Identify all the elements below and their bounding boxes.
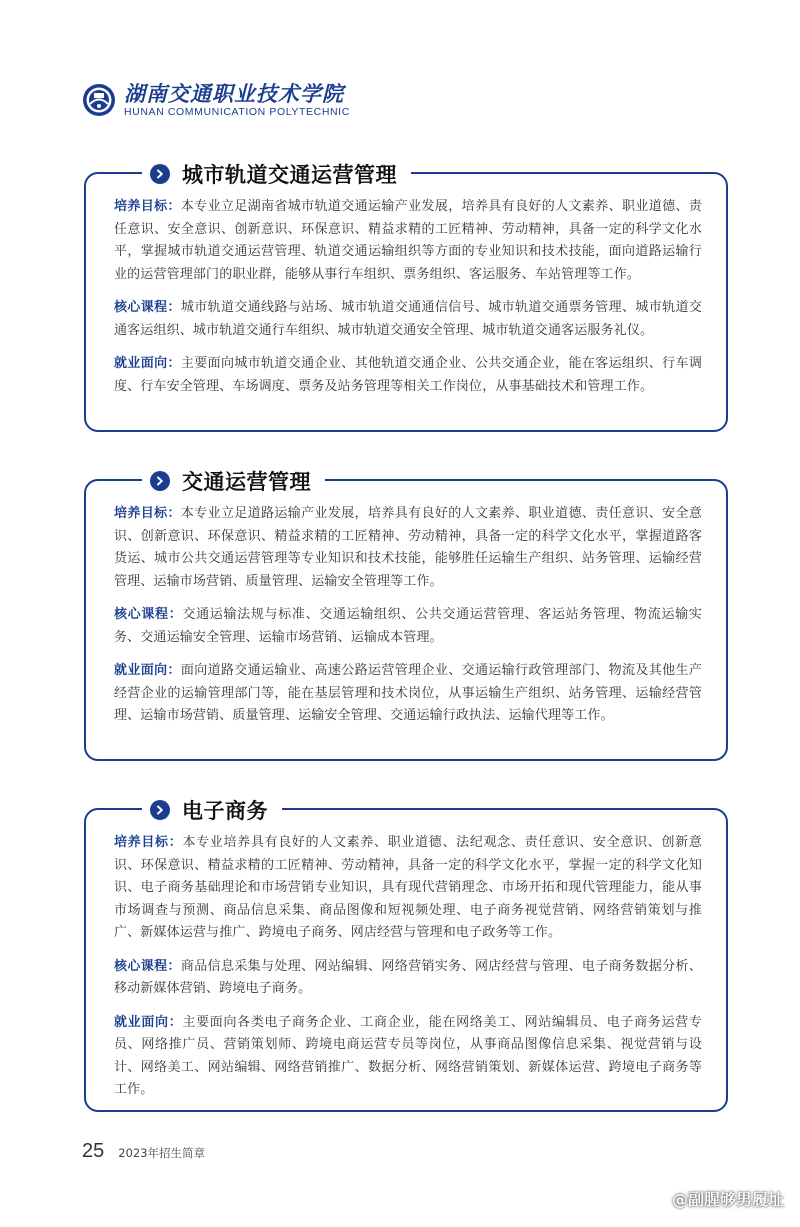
major-title-block xyxy=(142,793,282,827)
goal-label: 培养目标： xyxy=(114,835,183,850)
school-name-en: HUNAN COMMUNICATION POLYTECHNIC xyxy=(124,105,350,118)
chevron-right-icon xyxy=(150,164,170,184)
goal-text: 本专业立足湖南省城市轨道交通运输产业发展，培养具有良好的人文素养、职业道德、责任意识、安全意识、创新意识、环保意识、精益求精的工匠精神、劳动精神，具备一定的科学文化水平，掌握城市轨道交通运营管理、轨道交通运输组织等方面的专业知识和技术技能，面向道路运输行业的运营管理部门的职业群，能够从事行车组织、票务组织、客运服务、车站管理等工作。 xyxy=(114,199,702,282)
goal-paragraph xyxy=(114,196,702,286)
footer-text: 2023年招生简章 xyxy=(118,1146,206,1160)
page-number: 25 xyxy=(82,1140,105,1162)
school-name-cn: 湖南交通职业技术学院 xyxy=(124,80,344,106)
jobs-paragraph xyxy=(114,353,702,398)
courses-paragraph xyxy=(114,297,702,342)
jobs-text: 主要面向各类电子商务企业、工商企业，能在网络美工、网站编辑员、电子商务运营专员、网络推广员、营销策划师、跨境电商运营专员等岗位，从事商品图像信息采集、视觉营销与设计、网络美工、网站编辑、网络营销推广、数据分析、网络营销策划、新媒体运营、跨境电子商务等工作。 xyxy=(114,1014,702,1097)
watermark: @副腥够男履址 xyxy=(671,1190,784,1209)
goal-paragraph xyxy=(114,832,702,945)
courses-label: 核心课程： xyxy=(114,607,183,622)
jobs-label: 就业面向： xyxy=(114,663,181,678)
jobs-paragraph xyxy=(114,1012,702,1102)
major-title-block xyxy=(142,464,325,498)
major-title: 交通运营管理 xyxy=(182,470,311,494)
major-title-block xyxy=(142,157,411,191)
courses-text: 交通运输法规与标准、交通运输组织、公共交通运营管理、客运站务管理、物流运输实务、交通运输安全管理、运输市场营销、运输成本管理。 xyxy=(114,607,702,645)
chevron-right-icon xyxy=(150,471,170,491)
major-title: 电子商务 xyxy=(182,799,268,823)
chevron-right-icon xyxy=(150,800,170,820)
courses-paragraph xyxy=(114,956,702,1001)
jobs-label: 就业面向： xyxy=(114,1014,183,1030)
courses-label: 核心课程： xyxy=(114,300,181,315)
jobs-paragraph xyxy=(114,660,702,728)
courses-text: 商品信息采集与处理、网站编辑、网络营销实务、网店经营与管理、电子商务数据分析、移动新媒体营销、跨境电子商务。 xyxy=(114,958,702,996)
major-card xyxy=(84,799,728,1112)
goal-paragraph xyxy=(114,503,702,593)
goal-label: 培养目标： xyxy=(114,199,181,214)
courses-text: 城市轨道交通线路与站场、城市轨道交通通信信号、城市轨道交通票务管理、城市轨道交通客运组织、城市轨道交通行车组织、城市轨道交通安全管理、城市轨道交通客运服务礼仪。 xyxy=(114,300,702,338)
goal-text: 本专业立足道路运输产业发展，培养具有良好的人文素养、职业道德、责任意识、安全意识、创新意识、环保意识、精益求精的工匠精神、劳动精神，具备一定的科学文化水平，掌握道路客货运、城市公共交通运营管理等专业知识和技术技能，能够胜任运输生产组织、站务管理、运输经营管理、运输市场营销、质量管理、运输安全管理等工作。 xyxy=(114,506,702,589)
courses-label: 核心课程： xyxy=(114,958,181,974)
jobs-label: 就业面向： xyxy=(114,356,181,371)
jobs-text: 主要面向城市轨道交通企业、其他轨道交通企业、公共交通企业，能在客运组织、行车调度、行车安全管理、车场调度、票务及站务管理等相关工作岗位，从事基础技术和管理工作。 xyxy=(114,356,702,394)
goal-label: 培养目标： xyxy=(114,506,181,521)
courses-paragraph xyxy=(114,604,702,649)
page-footer xyxy=(82,1140,205,1163)
goal-text: 本专业培养具有良好的人文素养、职业道德、法纪观念、责任意识、安全意识、创新意识、环保意识、精益求精的工匠精神、劳动精神，具备一定的科学文化水平，掌握一定的科学文化知识、电子商务基础理论和市场营销专业知识，具有现代营销理念、市场开拓和现代管理能力，能从事市场调查与预测、商品信息采集、商品图像和短视频处理、电子商务视觉营销、网络营销策划与推广、新媒体运营与推广、跨境电子商务、网店经营与管理和电子政务等工作。 xyxy=(114,835,702,940)
major-card xyxy=(84,163,728,432)
school-logo-icon xyxy=(82,83,116,117)
major-title: 城市轨道交通运营管理 xyxy=(182,163,397,187)
jobs-text: 面向道路交通运输业、高速公路运营管理企业、交通运输行政管理部门、物流及其他生产经营企业的运输管理部门等，能在基层管理和技术岗位，从事运输生产组织、站务管理、运输经营管理、运输市场营销、质量管理、运输安全管理、交通运输行政执法、运输代理等工作。 xyxy=(114,663,702,723)
major-card xyxy=(84,470,728,761)
school-name-block xyxy=(124,80,350,118)
page-header xyxy=(82,80,350,120)
